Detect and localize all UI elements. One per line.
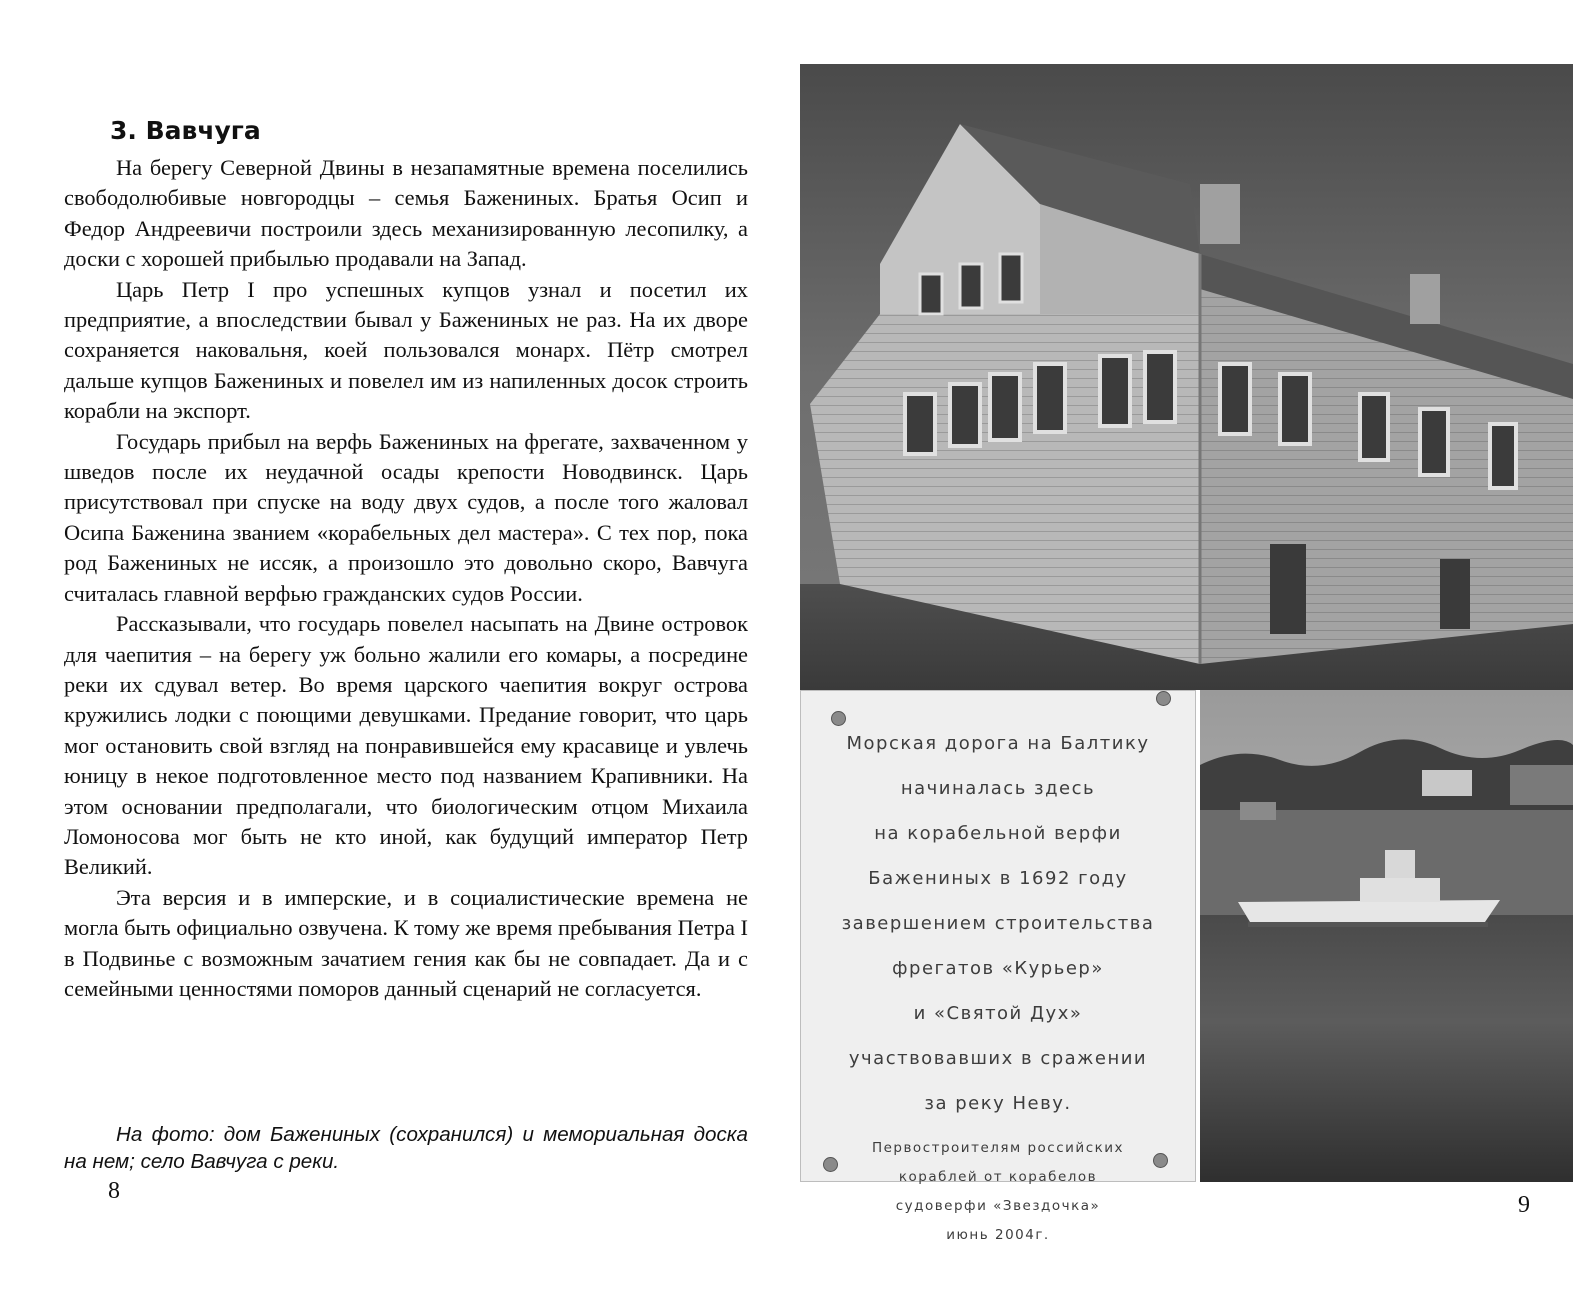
paragraph: Царь Петр I про успешных купцов узнал и посетил их предприятие, а впоследствии бывал у Бажениных не раз. На их дворе сохраняется наковальня, коей пользовался монарх. Пётр смотрел дальше купцов Бажениных и повелел им из напиленных досок строить корабли на экспорт. xyxy=(64,276,748,424)
photo-memorial-plaque xyxy=(800,690,1196,1243)
door xyxy=(1270,544,1306,634)
village-house xyxy=(1422,770,1472,796)
page-number-right: 9 xyxy=(1518,1192,1530,1218)
window xyxy=(1490,424,1516,488)
window xyxy=(950,384,980,446)
plaque-line: на корабельной верфи xyxy=(874,823,1122,844)
left-page xyxy=(0,0,790,1310)
house-illustration xyxy=(800,64,1573,690)
window xyxy=(1100,356,1130,426)
plaque-line: начиналась здесь xyxy=(900,778,1096,799)
photo-village-from-river xyxy=(1200,690,1573,1182)
window xyxy=(1220,364,1250,434)
chapter-title: 3. Вавчуга xyxy=(110,116,261,145)
boat-wheelhouse xyxy=(1385,850,1415,878)
plaque-line: и «Святой Дух» xyxy=(913,1003,1083,1024)
chimney xyxy=(1200,184,1240,244)
window xyxy=(1280,374,1310,444)
paragraph: Эта версия и в имперские, и в социалистические времена не могла быть официально озвучена. К тому же время пребывания Петра I в Подвинье с возможным зачатием гения как бы не совпадает. Да и с семейными ценностями поморов данный сценарий не согласуется. xyxy=(64,884,748,1001)
paragraph: Рассказывали, что государь повелел насыпать на Двине островок для чаепития – на берегу уж больно жалили его комары, а посредине реки их сдувал ветер. Во время царского чаепития вокруг острова кружились лодки с поющими девушками. Предание говорит, что царь мог остановить свой взгляд на понравившейся ему красавице и увлечь юницу в некое подготовленное место под названием Крапивники. На этом основании предполагали, что биологическим отцом Михаила Ломоносова мог быть не кто иной, как будущий император Петр Великий. xyxy=(64,611,748,880)
plaque-dedication-line: июнь 2004г. xyxy=(946,1227,1050,1243)
village-house xyxy=(1510,765,1573,805)
plaque-text xyxy=(815,721,1181,1250)
photo-caption: На фото: дом Бажениных (сохранился) и мемориальная доска на нем; село Вавчуга с реки. xyxy=(64,1123,748,1173)
chimney xyxy=(1410,274,1440,324)
paragraph: На берегу Северной Двины в незапамятные времена поселились свободолюбивые новгородцы – семья Бажениных. Братья Осип и Федор Андреевичи построили здесь механизированную лесопилку, а доски с хорошей прибылью продавали на Запад. xyxy=(64,155,748,272)
boat-hull xyxy=(1238,900,1500,922)
window xyxy=(920,274,942,314)
plaque-line: Бажениных в 1692 году xyxy=(868,868,1128,889)
river-water xyxy=(1200,915,1573,1182)
plaque-line: участвовавших в сражении xyxy=(848,1048,1148,1069)
village-house xyxy=(1240,802,1276,820)
plaque-line: фрегатов «Курьер» xyxy=(892,958,1104,979)
window xyxy=(1145,352,1175,422)
photo-bazhenin-house xyxy=(800,64,1573,690)
plaque-line: завершением строительства xyxy=(841,913,1155,934)
bolt xyxy=(1156,691,1171,706)
window xyxy=(990,374,1020,440)
boat-cabin xyxy=(1360,878,1440,902)
window xyxy=(1035,364,1065,432)
plaque-dedication-line: Первостроителям российских xyxy=(871,1140,1125,1156)
plaque-dedication-line: кораблей от корабелов xyxy=(898,1169,1098,1185)
window xyxy=(960,264,982,308)
window xyxy=(905,394,935,454)
window xyxy=(1420,409,1448,475)
plaque-dedication-line: судоверфи «Звездочка» xyxy=(895,1198,1101,1214)
window xyxy=(1000,254,1022,302)
body-text xyxy=(64,153,748,1004)
plaque-line: Морская дорога на Балтику xyxy=(846,733,1150,754)
window xyxy=(1360,394,1388,460)
river-illustration xyxy=(1200,690,1573,1182)
door xyxy=(1440,559,1470,629)
page-number-left: 8 xyxy=(108,1178,120,1204)
right-page xyxy=(790,0,1583,1310)
plaque-line: за реку Неву. xyxy=(924,1093,1072,1114)
paragraph: Государь прибыл на верфь Бажениных на фрегате, захваченном у шведов после их неудачной осады крепости Новодвинск. Царь присутствовал при спуске на воду двух судов, а после того жаловал Осипа Баженина званием «корабельных дел мастера». С тех пор, пока род Бажениных не иссяк, а произошло это довольно скоро, Вавчуга считалась главной верфью гражданских судов России. xyxy=(64,428,748,606)
